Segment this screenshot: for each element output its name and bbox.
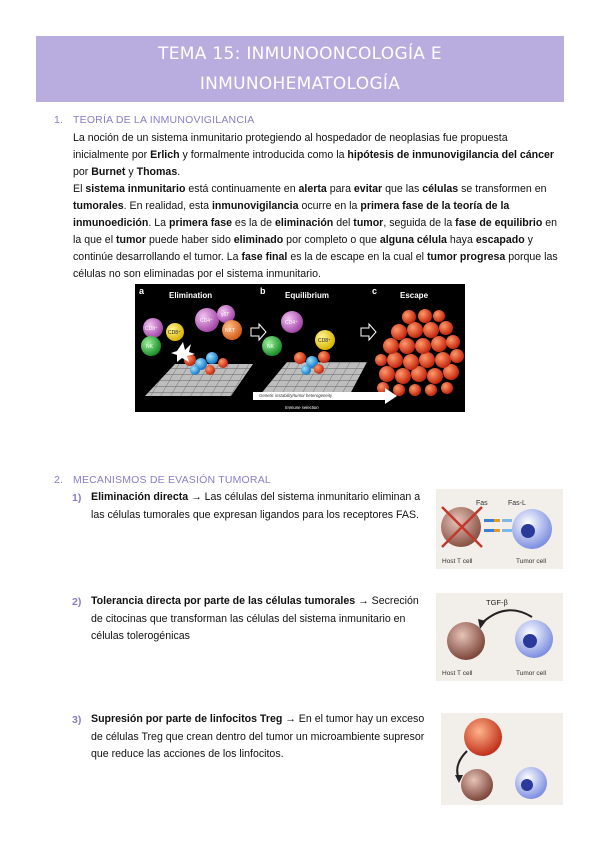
cell-label-nk: NK bbox=[146, 344, 153, 350]
panel-elimination bbox=[139, 286, 253, 396]
panel-c-letter: c bbox=[372, 286, 378, 296]
cell-label-cd4: CD4⁺ bbox=[200, 318, 213, 324]
arrow-bottom-label: Immune selection bbox=[285, 405, 319, 410]
arrow-top-label: Genetic instability/tumor heterogeneity bbox=[259, 393, 333, 398]
host-t-cell-label: Host T cell bbox=[442, 558, 473, 565]
section2-number: 2. bbox=[54, 474, 64, 486]
cell-label-cd8-b: CD8⁺ bbox=[168, 330, 181, 336]
panel-b-letter: b bbox=[260, 286, 266, 296]
section1-number: 1. bbox=[54, 114, 64, 126]
fasl-label: Fas-L bbox=[508, 500, 526, 507]
treg-figure bbox=[441, 713, 563, 805]
item1-number: 1) bbox=[72, 492, 82, 504]
page-title-line1: TEMA 15: INMUNOONCOLOGÍA E bbox=[158, 44, 442, 64]
cell-label-cd8: CD8⁺ bbox=[145, 326, 158, 332]
panel-a-title: Elimination bbox=[169, 291, 213, 300]
cell-label-gdt: γδT bbox=[221, 312, 230, 318]
section1-heading: TEORÍA DE LA INMUNOVIGILANCIA bbox=[73, 114, 255, 126]
tgf-label: TGF-β bbox=[486, 598, 508, 607]
tgf-figure bbox=[436, 593, 563, 681]
cell-label-cd4-b: CD4⁺ bbox=[285, 320, 298, 326]
immunoediting-figure bbox=[135, 284, 465, 412]
cell-label-nkt: NKT bbox=[225, 328, 235, 334]
item3-number: 3) bbox=[72, 714, 82, 726]
section1-paragraph1: La noción de un sistema inmunitario protegiendo al hospedador de neoplasias fue propuesta inicialmente por Erlich y formalmente introducida como la hipótesis de inmunovigilancia del cáncer por Burnet y Thomas. bbox=[73, 132, 555, 178]
host-t-cell-label-2: Host T cell bbox=[442, 670, 473, 677]
cell-label-cd8-c: CD8⁺ bbox=[318, 338, 331, 344]
tumor-cell-label-2: Tumor cell bbox=[516, 670, 547, 677]
title-banner bbox=[36, 36, 564, 102]
item3-text: Supresión por parte de linfocitos Treg → En el tumor hay un exceso de células Treg que crean dentro del tumor un microambiente supresor que reduce las acciones de los linfocitos. bbox=[91, 713, 425, 760]
tumor-cell-label: Tumor cell bbox=[516, 558, 547, 565]
page-title-line2: INMUNOHEMATOLOGÍA bbox=[199, 74, 401, 94]
section1-paragraph2: El sistema inmunitario está continuamente en alerta para evitar que las células se transformen en tumorales. En realidad, esta inmunovigilancia ocurre en la primera fase de la teoría de la inmunoedición. La primera fase es la de eliminación del tumor, seguida de la fase de equilibrio en la que el tumor puede haber sido eliminado por completo o que alguna célula haya escapado y continúe desarrollando el tumor. La fase final es la de escape en la cual el tumor progresa porque las células no son eliminadas por el sistema inmunitario. bbox=[73, 183, 558, 280]
panel-a-letter: a bbox=[139, 286, 145, 296]
section2-heading: MECANISMOS DE EVASIÓN TUMORAL bbox=[73, 474, 271, 486]
item2-number: 2) bbox=[72, 596, 82, 608]
item1-text: Eliminación directa → Las células del sistema inmunitario eliminan a las células tumorales que expresan ligandos para los receptores FAS. bbox=[91, 491, 421, 521]
panel-b-title: Equilibrium bbox=[285, 291, 329, 300]
item2-text: Tolerancia directa por parte de las células tumorales → Secreción de citocinas que transforman las células del sistema inmunitario en células tolerogénicas bbox=[91, 595, 419, 642]
cell-label-nk-b: NK bbox=[267, 344, 274, 350]
panel-escape bbox=[372, 286, 464, 396]
fas-figure bbox=[436, 489, 563, 569]
panel-equilibrium bbox=[259, 286, 367, 396]
panel-c-title: Escape bbox=[400, 291, 429, 300]
fas-label: Fas bbox=[476, 500, 488, 507]
